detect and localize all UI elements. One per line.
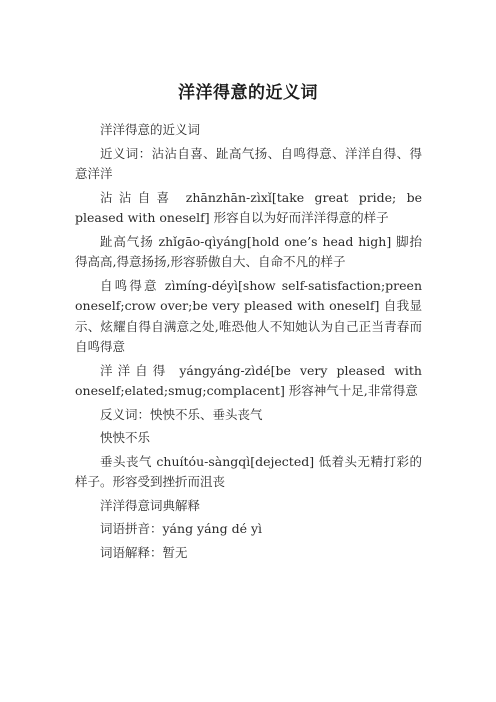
paragraph-antonyms: 反义词：怏怏不乐、垂头丧气 <box>100 406 263 422</box>
paragraph-explanation: 词语解释：暂无 <box>100 544 188 560</box>
page-title: 洋洋得意的近义词 <box>178 83 318 103</box>
paragraph-heading: 洋洋得意的近义词 <box>100 122 201 137</box>
paragraph-yangyang-zide: 洋洋自得 yángyáng-zìdé[be very pleased with oneself;elated;smug;complacent] 形容神气十足,非常得意 <box>75 362 422 398</box>
paragraph-zhigao-qiyang: 趾高气扬 zhǐgāo-qìyáng[hold one’s head high] 脚抬得高高,得意扬扬,形容骄傲自大、自命不凡的样子 <box>75 233 422 269</box>
paragraph-synonyms: 近义词：沾沾自喜、趾高气扬、自鸣得意、洋洋自得、得意洋洋 <box>75 145 422 181</box>
paragraph-yangyang-bule: 怏怏不乐 <box>100 430 151 445</box>
paragraph-pinyin: 词语拼音：yáng yáng dé yì <box>100 521 263 536</box>
paragraph-chuitou-sangqi: 垂头丧气 chuítóu-sàngqì[dejected] 低着头无精打彩的样子。形容受到挫折而沮丧 <box>75 453 422 489</box>
document-body <box>75 120 422 566</box>
paragraph-ziming-deyi: 自鸣得意 zìmíng-déyì[show self-satisfaction;preen oneself;crow over;be very pleased with oneself] 自我显示、炫耀自得自满意之处,唯恐他人不知她认为自己正当青春而自鸣得意 <box>75 277 422 354</box>
paragraph-zhanzhan-zixi: 沾沾自喜 zhānzhān-zìxǐ[take great pride; be pleased with oneself] 形容自以为好而洋洋得意的样子 <box>75 189 422 225</box>
paragraph-dictionary-heading: 洋洋得意词典解释 <box>100 497 201 513</box>
